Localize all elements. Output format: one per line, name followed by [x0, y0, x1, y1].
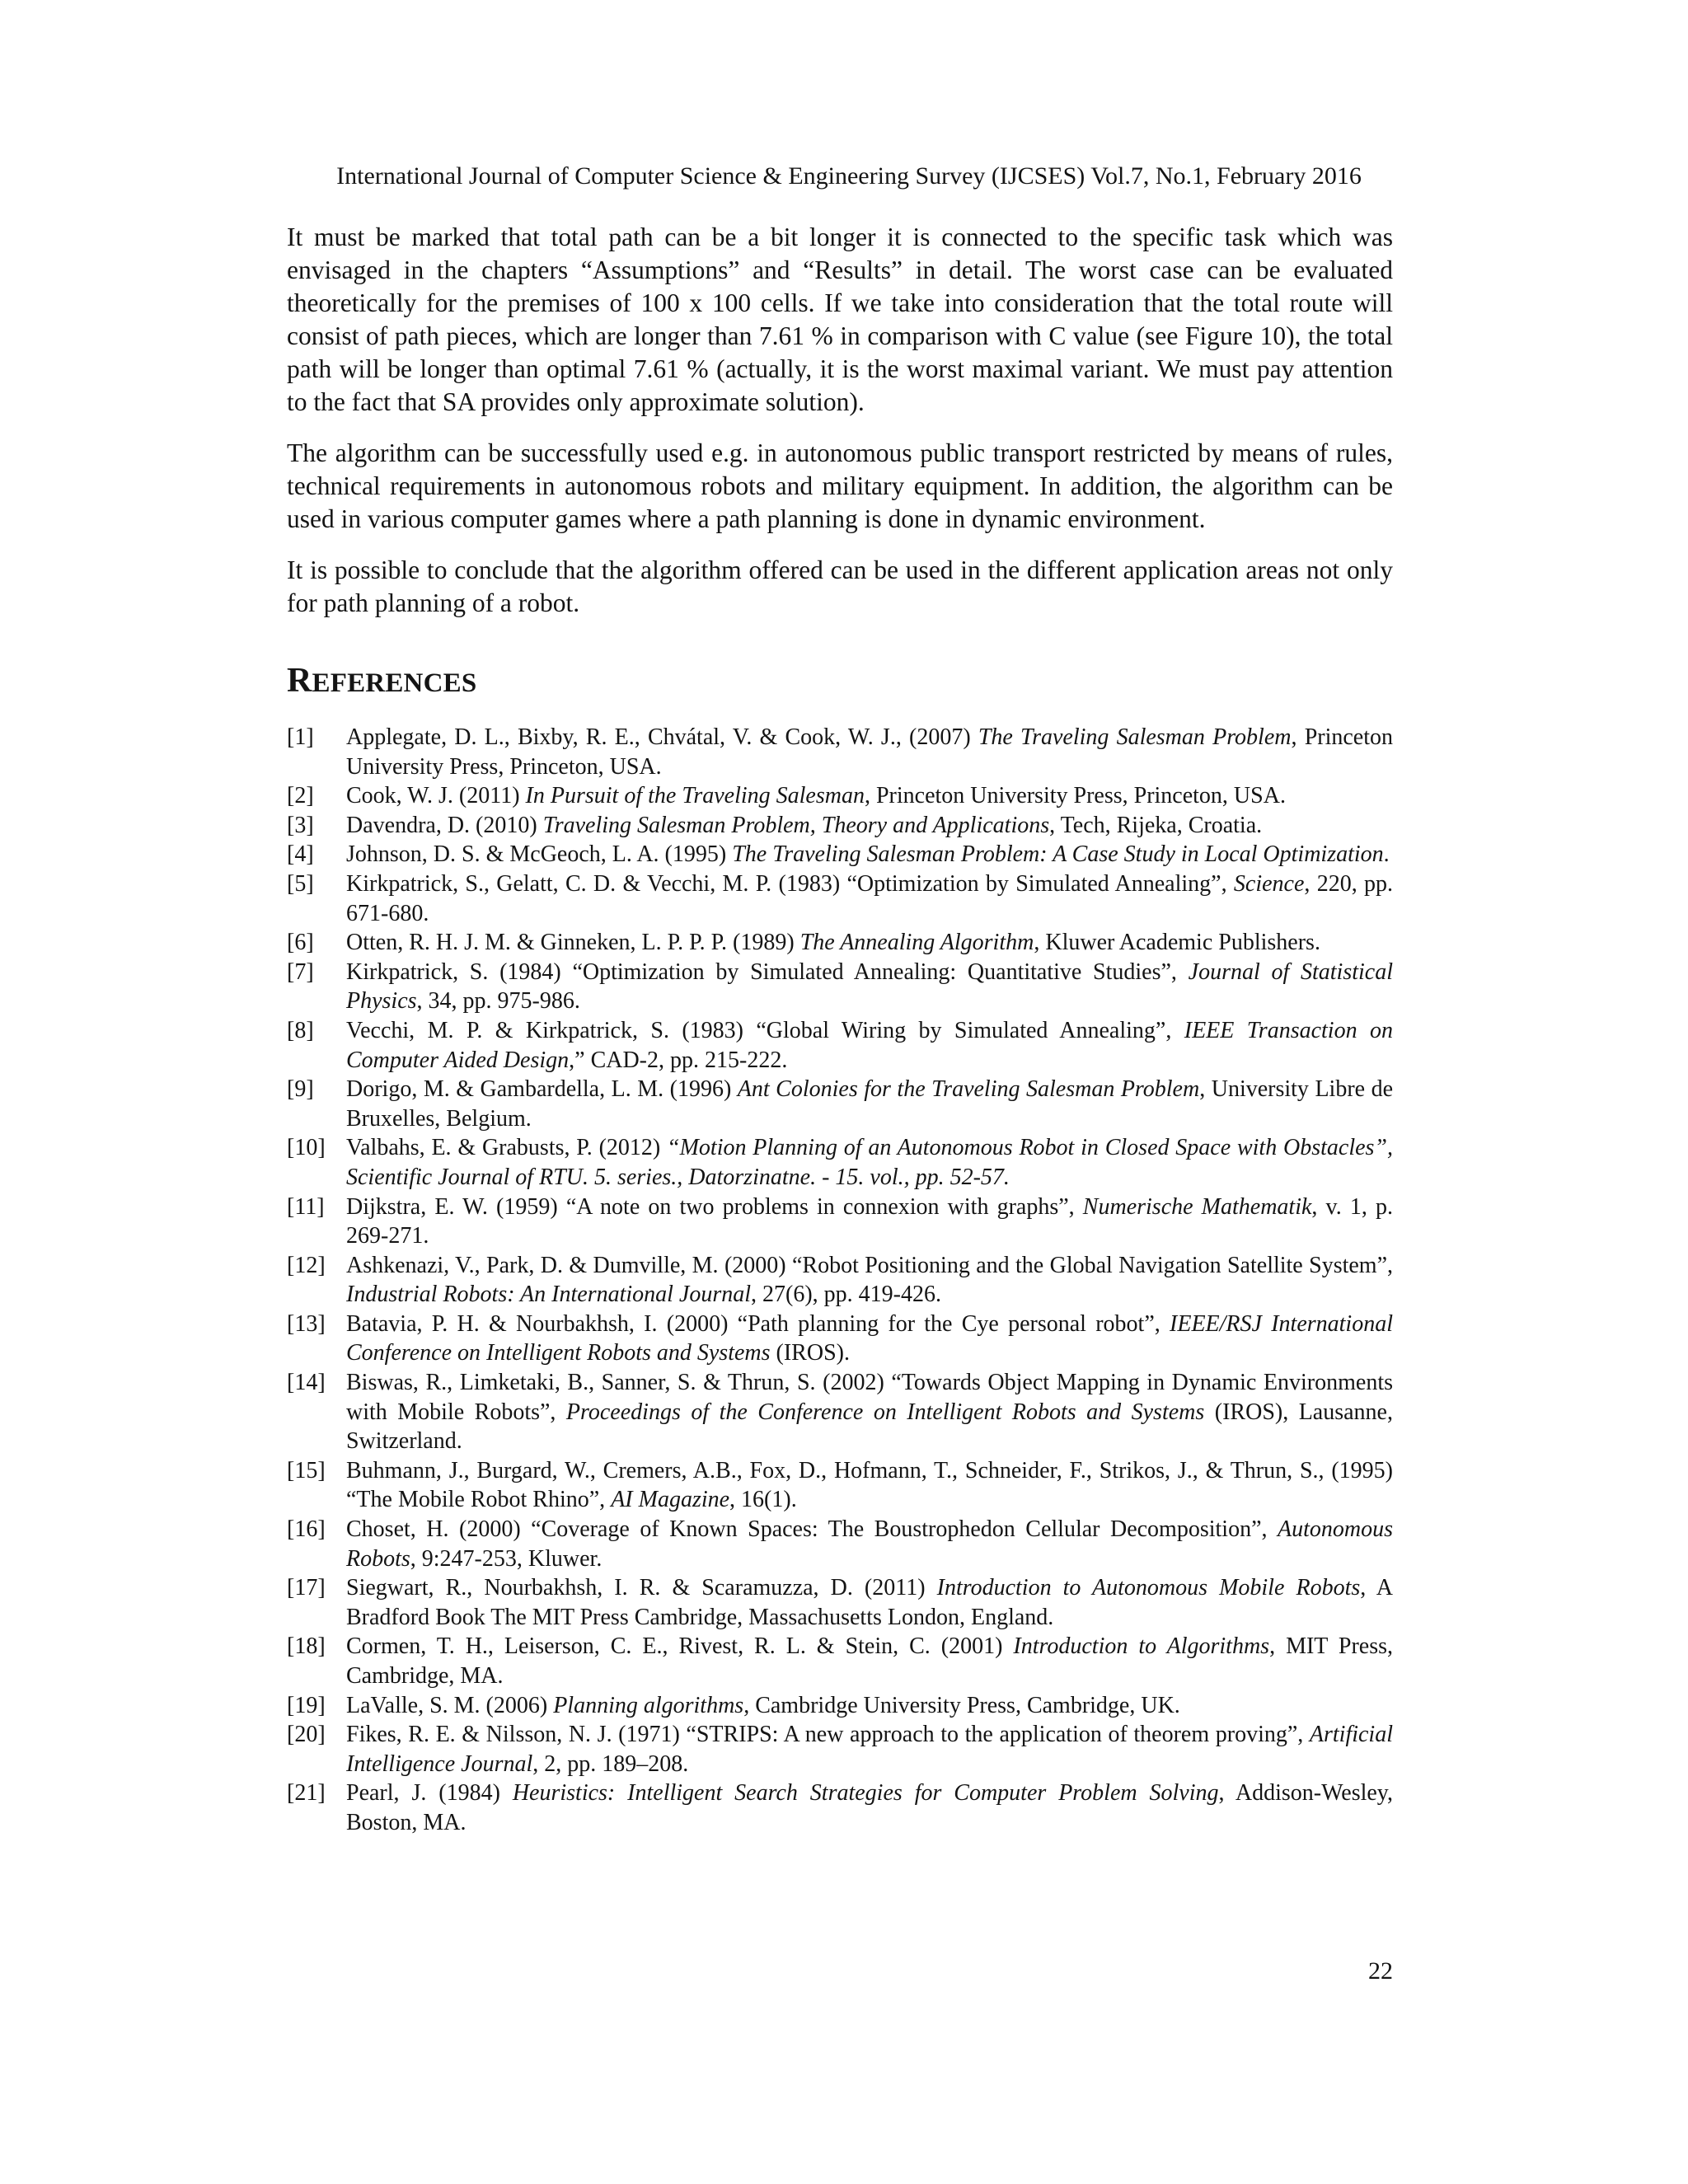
reference-italic-text: The Traveling Salesman Problem: A Case Study in Local Optimization: [732, 841, 1384, 868]
reference-item: [287, 1779, 1393, 1837]
reference-text: Kirkpatrick, S. (1984) “Optimization by Simulated Annealing: Quantitative Studies”,: [346, 958, 1189, 985]
reference-text: Biswas, R., Limketaki, B., Sanner, S. & Thrun, S. (2002) “Towards Object Mapping in Dynamic Environments with Mobile Robots”,: [346, 1370, 1393, 1425]
reference-item: [287, 869, 1393, 928]
reference-number: [14]: [287, 1370, 326, 1396]
reference-italic-text: Artificial Intelligence Journal: [346, 1722, 1393, 1777]
reference-italic-text: Autonomous Robots: [346, 1516, 1393, 1572]
reference-text: Valbahs, E. & Grabusts, P. (2012): [346, 1135, 668, 1161]
reference-italic-text: Planning algorithms: [553, 1692, 744, 1718]
reference-text: , Tech, Rijeka, Croatia.: [1049, 812, 1263, 838]
reference-item: [287, 1691, 1393, 1721]
reference-text: Applegate, D. L., Bixby, R. E., Chvátal, V. & Cook, W. J., (2007): [346, 724, 978, 750]
references-heading: [287, 664, 1393, 700]
reference-italic-text: In Pursuit of the Traveling Salesman: [525, 783, 865, 809]
body-paragraph: It must be marked that total path can be a bit longer it is connected to the specific task which was envisaged in the chapters “Assumptions” and “Results” in detail. The worst case can be evaluated theoretically for the premises of 100 x 100 cells. If we take into consideration that the total route will consist of path pieces, which are longer than 7.61 % in comparison with C value (see Figure 10), the total path will be longer than optimal 7.61 % (actually, it is the worst maximal variant. We must pay attention to the fact that SA provides only approximate solution).: [287, 223, 1393, 416]
reference-text: Kirkpatrick, S., Gelatt, C. D. & Vecchi, M. P. (1983) “Optimization by Simulated Annealing”,: [346, 870, 1234, 897]
page-number: 22: [1368, 1957, 1393, 1985]
reference-italic-text: “Motion Planning of an Autonomous Robot in Closed Space with Obstacles”, Scientific Journal of RTU. 5. series., Datorzinatne. - 15. vol., pp. 52-57.: [346, 1135, 1393, 1190]
reference-item: [287, 1456, 1393, 1515]
reference-item: [287, 1016, 1393, 1075]
reference-number: [7]: [287, 958, 314, 985]
running-head: International Journal of Computer Science & Engineering Survey (IJCSES) Vol.7, No.1, February 2016: [336, 162, 1362, 190]
reference-number: [15]: [287, 1457, 326, 1483]
reference-text: , 34, pp. 975-986.: [416, 988, 580, 1015]
reference-text: LaValle, S. M. (2006): [346, 1692, 554, 1718]
reference-text: Ashkenazi, V., Park, D. & Dumville, M. (2000) “Robot Positioning and the Global Navigation Satellite System”,: [346, 1252, 1393, 1278]
reference-italic-text: Journal of Statistical Physics: [346, 958, 1393, 1015]
reference-text: , v. 1, p. 269-271.: [346, 1193, 1393, 1249]
reference-item: [287, 840, 1393, 869]
reference-item: [287, 1573, 1393, 1632]
reference-italic-text: Science: [1233, 870, 1305, 897]
reference-number: [21]: [287, 1780, 326, 1807]
body-paragraph: The algorithm can be successfully used e.g. in autonomous public transport restricted by means of rules, technical requirements in autonomous robots and military equipment. In addition, the algorithm can be used in various computer games where a path planning is done in dynamic environment.: [287, 438, 1393, 533]
reference-text: , Cambridge University Press, Cambridge, UK.: [743, 1692, 1180, 1718]
reference-text: Pearl, J. (1984): [346, 1780, 513, 1807]
references-heading-initial: R: [287, 662, 312, 700]
reference-text: , Princeton University Press, Princeton, USA.: [346, 724, 1394, 780]
reference-number: [2]: [287, 783, 314, 809]
reference-italic-text: IEEE/RSJ International Conference on Intelligent Robots and Systems: [346, 1310, 1393, 1366]
reference-text: , 16(1).: [729, 1487, 797, 1513]
reference-number: [12]: [287, 1252, 326, 1278]
reference-text: Buhmann, J., Burgard, W., Cremers, A.B., Fox, D., Hofmann, T., Schneider, F., Strikos, J., & Thrun, S., (1995) “The Mobile Robot Rhino”,: [346, 1457, 1393, 1513]
reference-text: Johnson, D. S. & McGeoch, L. A. (1995): [346, 841, 733, 868]
reference-item: [287, 1251, 1393, 1310]
reference-number: [16]: [287, 1516, 326, 1543]
reference-item: [287, 1632, 1393, 1690]
reference-number: [5]: [287, 870, 314, 897]
reference-number: [6]: [287, 930, 314, 956]
reference-text: ,” CAD-2, pp. 215-222.: [569, 1047, 788, 1073]
reference-number: [18]: [287, 1633, 326, 1660]
reference-text: , 27(6), pp. 419-426.: [751, 1282, 942, 1308]
reference-item: [287, 958, 1393, 1016]
reference-text: , 9:247-253, Kluwer.: [410, 1545, 603, 1572]
reference-text: Cormen, T. H., Leiserson, C. E., Rivest, R. L. & Stein, C. (2001): [346, 1633, 1014, 1660]
reference-text: (IROS).: [770, 1340, 850, 1366]
reference-text: Otten, R. H. J. M. & Ginneken, L. P. P. P. (1989): [346, 930, 800, 956]
reference-italic-text: Introduction to Algorithms: [1013, 1633, 1270, 1660]
reference-text: , MIT Press, Cambridge, MA.: [346, 1633, 1393, 1689]
reference-number: [19]: [287, 1692, 326, 1718]
references-heading-rest: EFERENCES: [312, 668, 477, 698]
reference-number: [9]: [287, 1076, 314, 1103]
reference-text: , 220, pp. 671-680.: [346, 870, 1394, 926]
reference-number: [4]: [287, 841, 314, 868]
reference-text: Davendra, D. (2010): [346, 812, 543, 838]
reference-text: Batavia, P. H. & Nourbakhsh, I. (2000) “Path planning for the Cye personal robot”,: [346, 1310, 1170, 1337]
reference-item: [287, 781, 1393, 811]
reference-number: [3]: [287, 812, 314, 838]
reference-item: [287, 1515, 1393, 1573]
reference-text: Fikes, R. E. & Nilsson, N. J. (1971) “STRIPS: A new approach to the application of theorem proving”,: [346, 1722, 1310, 1748]
reference-item: [287, 1368, 1393, 1456]
reference-italic-text: The Traveling Salesman Problem: [978, 724, 1292, 750]
reference-number: [11]: [287, 1193, 325, 1220]
body-paragraph: It is possible to conclude that the algorithm offered can be used in the different application areas not only for path planning of a robot.: [287, 555, 1393, 617]
reference-text: Cook, W. J. (2011): [346, 783, 526, 809]
reference-italic-text: The Annealing Algorithm: [799, 930, 1034, 956]
page-content: [287, 221, 1393, 1838]
reference-text: .: [1383, 841, 1390, 868]
references-list: [287, 723, 1393, 1838]
reference-item: [287, 1720, 1393, 1779]
reference-italic-text: IEEE Transaction on Computer Aided Design: [346, 1017, 1393, 1073]
reference-italic-text: Ant Colonies for the Traveling Salesman Problem: [737, 1076, 1200, 1103]
reference-number: [13]: [287, 1310, 326, 1337]
reference-italic-text: Traveling Salesman Problem, Theory and Applications: [542, 812, 1050, 838]
reference-text: , A Bradford Book The MIT Press Cambridge, Massachusetts London, England.: [346, 1575, 1394, 1630]
reference-number: [17]: [287, 1575, 326, 1601]
reference-number: [1]: [287, 724, 314, 750]
reference-item: [287, 1310, 1393, 1368]
reference-item: [287, 723, 1393, 781]
reference-text: (IROS), Lausanne, Switzerland.: [346, 1399, 1393, 1455]
reference-italic-text: Heuristics: Intelligent Search Strategies for Computer Problem Solving: [512, 1780, 1219, 1807]
reference-item: [287, 1075, 1393, 1133]
reference-number: [10]: [287, 1135, 326, 1161]
reference-number: [8]: [287, 1017, 314, 1043]
reference-item: [287, 1133, 1393, 1192]
reference-italic-text: AI Magazine: [611, 1487, 730, 1513]
reference-text: Siegwart, R., Nourbakhsh, I. R. & Scaramuzza, D. (2011): [346, 1575, 937, 1601]
reference-text: Choset, H. (2000) “Coverage of Known Spaces: The Boustrophedon Cellular Decomposition”,: [346, 1516, 1278, 1543]
reference-number: [20]: [287, 1722, 326, 1748]
reference-italic-text: Numerische Mathematik: [1082, 1193, 1312, 1220]
reference-text: , Kluwer Academic Publishers.: [1034, 930, 1320, 956]
reference-italic-text: Proceedings of the Conference on Intelligent Robots and Systems: [565, 1399, 1205, 1425]
reference-text: Dijkstra, E. W. (1959) “A note on two problems in connexion with graphs”,: [346, 1193, 1083, 1220]
reference-italic-text: Introduction to Autonomous Mobile Robots: [936, 1575, 1361, 1601]
reference-item: [287, 811, 1393, 841]
reference-item: [287, 1193, 1393, 1251]
reference-text: , Addison-Wesley, Boston, MA.: [346, 1780, 1393, 1835]
reference-text: Dorigo, M. & Gambardella, L. M. (1996): [346, 1076, 738, 1103]
reference-text: , 2, pp. 189–208.: [532, 1750, 689, 1777]
reference-text: , Princeton University Press, Princeton, USA.: [864, 783, 1286, 809]
reference-italic-text: Industrial Robots: An International Journal: [346, 1282, 752, 1308]
reference-item: [287, 928, 1393, 958]
reference-text: , University Libre de Bruxelles, Belgium.: [346, 1076, 1394, 1132]
reference-text: Vecchi, M. P. & Kirkpatrick, S. (1983) “Global Wiring by Simulated Annealing”,: [346, 1017, 1184, 1043]
